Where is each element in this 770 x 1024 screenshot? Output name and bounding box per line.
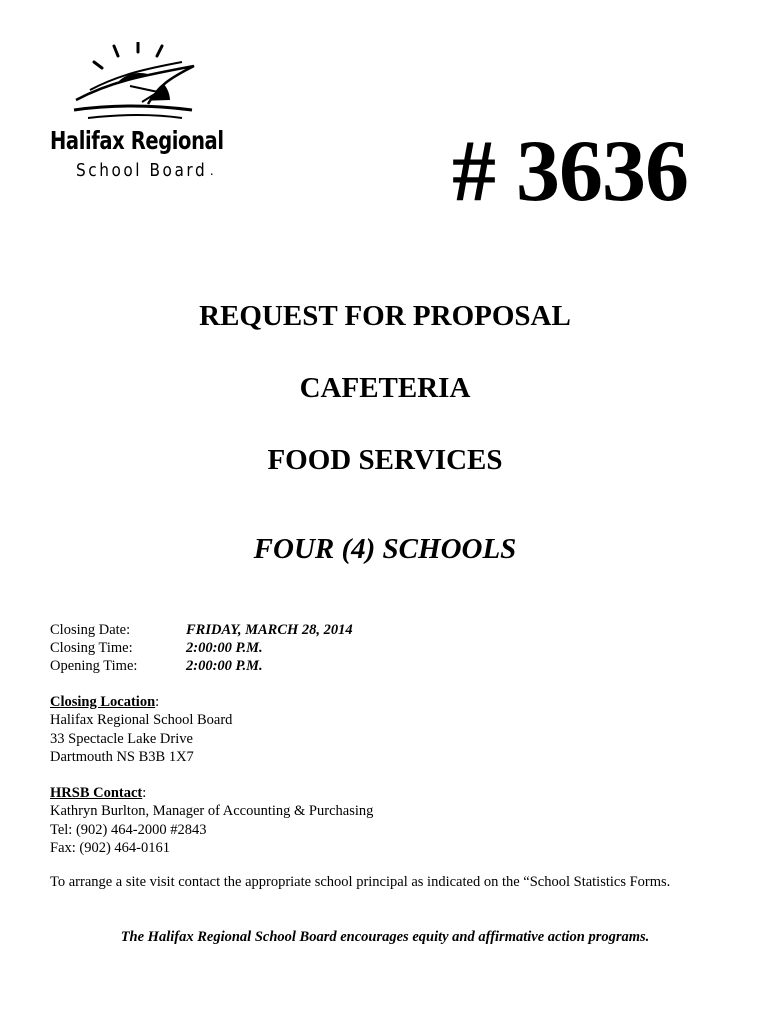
schedule-value: 2:00:00 P.M.	[186, 658, 263, 674]
heading-food-services: FOOD SERVICES	[267, 444, 503, 476]
heading-cafeteria: CAFETERIA	[299, 372, 471, 404]
closing-location-colon: :	[155, 694, 160, 710]
address-line: Halifax Regional School Board	[50, 712, 233, 729]
contact-heading	[50, 784, 373, 802]
schedule-row-opening-time	[50, 657, 353, 675]
contact-title: HRSB Contact	[50, 785, 143, 801]
schedule-value: 2:00:00 P.M.	[186, 640, 263, 656]
address-line: 33 Spectacle Lake Drive	[50, 730, 193, 747]
contact-phone: Tel: (902) 464-2000 #2843	[50, 821, 207, 838]
closing-location-heading	[50, 693, 232, 711]
schedule-label: Closing Date:	[50, 622, 131, 638]
heading-rfp: REQUEST FOR PROPOSAL	[199, 300, 571, 332]
contact-fax: Fax: (902) 464-0161	[50, 839, 171, 856]
closing-location	[50, 693, 232, 766]
heading-schools: FOUR (4) SCHOOLS	[253, 533, 517, 565]
contact-colon: :	[142, 785, 147, 801]
logo-title: Halifax Regional	[50, 126, 224, 155]
hrsb-contact	[50, 784, 373, 857]
address-line: Dartmouth NS B3B 1X7	[50, 748, 194, 765]
schedule-row-closing-date	[50, 621, 353, 639]
document-number: # 3636	[452, 123, 688, 220]
schedule-label: Closing Time:	[50, 640, 133, 656]
contact-name: Kathryn Burlton, Manager of Accounting & Purchasing	[50, 803, 374, 820]
schedule-label: Opening Time:	[50, 658, 138, 674]
logo-subtitle: School Board	[76, 160, 208, 181]
site-visit-note: To arrange a site visit contact the appropriate school principal as indicated on the “School Statistics Forms.	[50, 874, 671, 890]
school-board-logo	[48, 42, 238, 192]
schedule-table	[50, 621, 353, 675]
equity-statement: The Halifax Regional School Board encourages equity and affirmative action programs.	[120, 929, 650, 945]
sun-and-bird-logo-icon	[70, 42, 220, 122]
logo-dot: .	[210, 164, 214, 179]
schedule-value: FRIDAY, MARCH 28, 2014	[186, 622, 353, 638]
schedule-row-closing-time	[50, 639, 353, 657]
closing-location-title: Closing Location	[50, 694, 156, 710]
